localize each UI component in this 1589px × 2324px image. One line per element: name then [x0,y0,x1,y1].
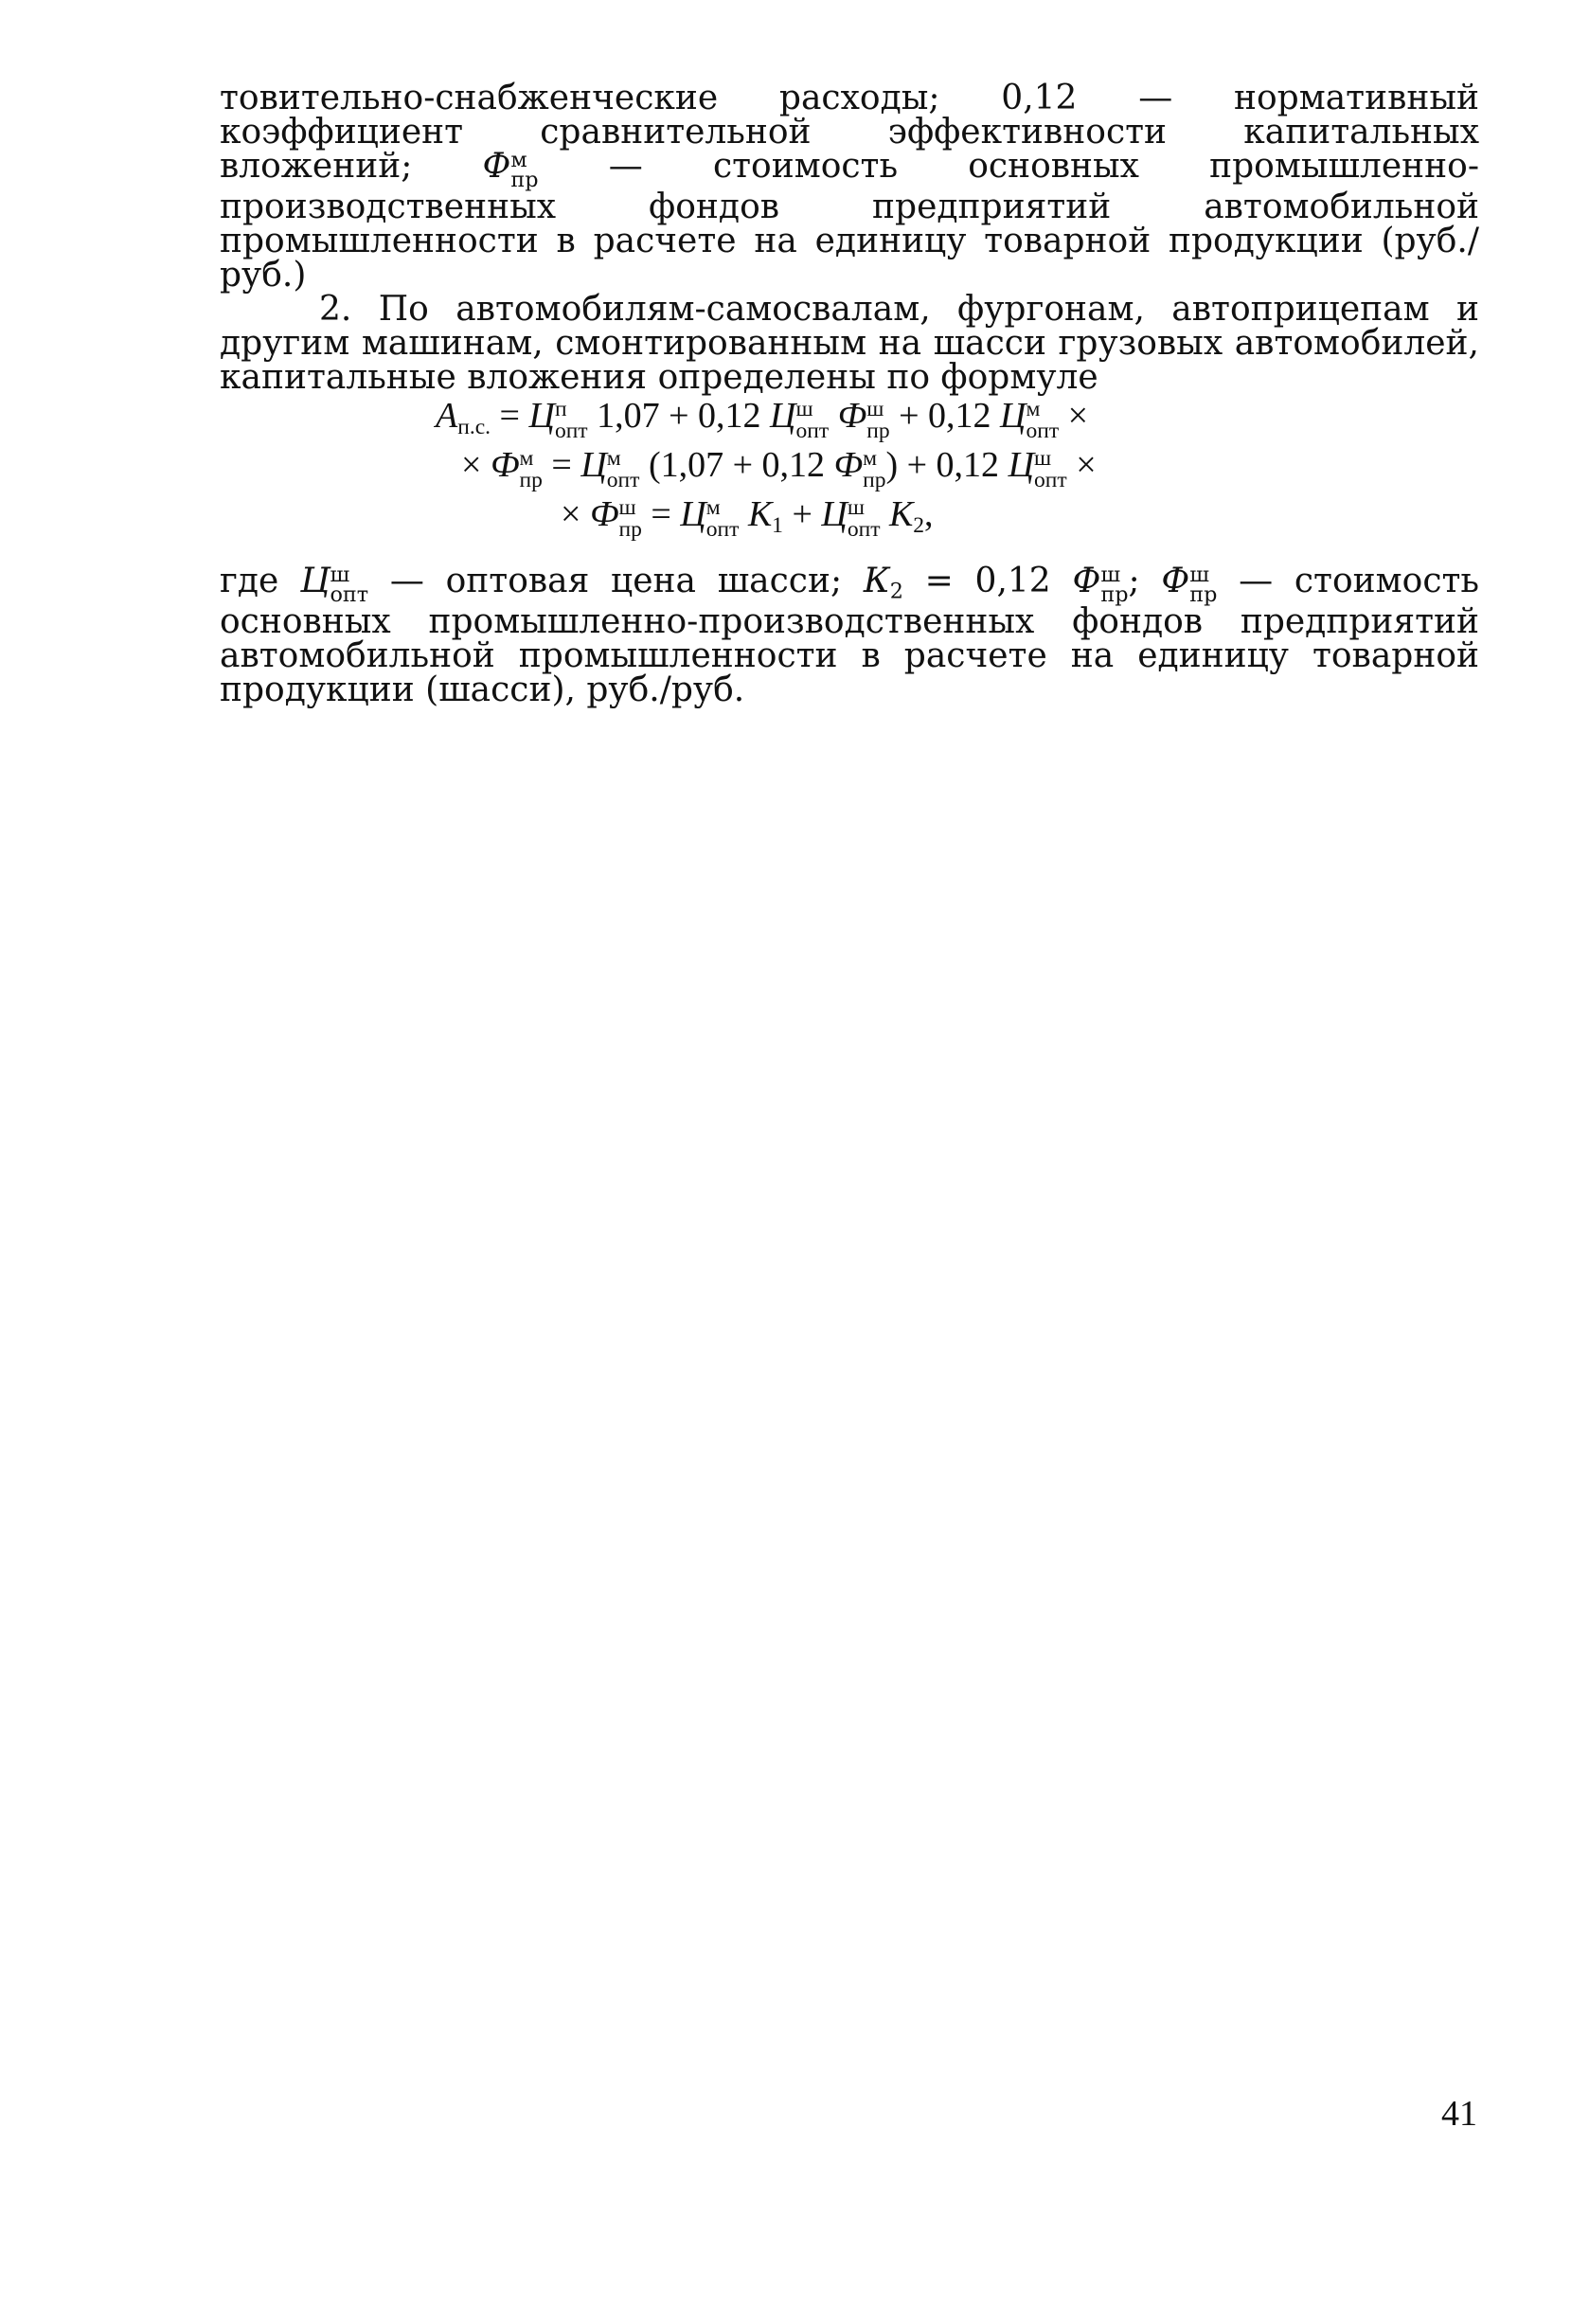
formula-indices [796,399,830,441]
fund-sub: пр [510,168,539,193]
formula-indices [1034,448,1067,491]
formula-symbol: Ц [580,445,607,485]
formula-subscript: 1 [772,513,783,539]
para3-text-4: ; [1128,562,1162,600]
formula-subscript: опт [606,467,640,492]
formula-text: ) + 0,12 [885,445,1009,485]
formula-indices [555,399,588,441]
fund-indices [510,147,539,193]
formula-symbol: Ц [528,396,555,436]
fund1-sub: пр [1100,582,1129,608]
fund1-sup: ш [1100,562,1121,587]
formula-symbol: Ц [770,396,796,436]
formula-text: + [782,494,822,534]
formula-text [829,396,838,436]
formula-subscript: опт [1034,467,1067,492]
coef-symbol: К [863,562,890,600]
formula-subscript: 2 [913,513,925,539]
formula-superscript: ш [1034,446,1052,472]
formula-text: × [1066,445,1097,485]
formula-text: , [924,494,934,534]
formula-symbol: Ф [589,494,619,534]
formula-subscript: пр [618,516,642,542]
formula-indices [520,448,543,491]
formula-symbol: К [889,494,914,534]
formula-text: (1,07 + 0,12 [639,445,834,485]
formula-superscript: ш [866,397,884,422]
formula-symbol: Ц [1000,396,1027,436]
price-indices [330,562,369,608]
para1-text-2: — стоимость основных промышленно-производственных фондов предприятий автомобильной промышленности в расчете на единицу товарной продукции (руб./руб.) [220,147,1479,295]
formula-indices [607,448,640,491]
formula-text: = [641,494,681,534]
paragraph-2: 2. По автомобилям-самосвалам, фургонам, автоприцепам и другим машинам, смонтированным на шасси грузовых автомобилей, капитальные вложения определены по формуле [220,290,1479,398]
formula-symbol: А [436,396,458,436]
formula-subscript: пр [863,467,886,492]
formula-symbol: Ф [490,445,520,485]
formula-superscript: ш [795,397,813,422]
text-block-top [220,79,1479,398]
formula-text: × [461,445,491,485]
formula-text: 1,07 + 0,12 [587,396,771,436]
price-symbol: Ц [300,562,330,600]
formula-subscript: опт [705,516,740,542]
formula-superscript: п [554,397,567,422]
formula-superscript: м [1026,397,1041,422]
fund1-symbol: Ф [1072,562,1101,600]
fund2-sub: пр [1189,582,1218,608]
formula-superscript: м [606,446,621,472]
para3-text-5: — стоимость основных промышленно-производственных фондов предприятий автомобильной промышленности в расчете на единицу товарной продукции (шасси), руб./руб. [220,562,1479,710]
formula-text: + 0,12 [889,396,1001,436]
formula-text [881,494,890,534]
para3-text-1: где [220,562,301,600]
formula-text: = [491,396,529,436]
formula-symbol: Ф [833,445,864,485]
para1-text-1: товительно-снабженческие расходы; 0,12 — нормативный коэффициент сравнительной эффективности капитальных вложений; [220,79,1479,186]
formula-text: × [1059,396,1089,436]
fund1-indices [1100,562,1129,608]
formula-text [739,494,748,534]
formula-superscript: ш [847,495,865,521]
formula-subscript: опт [1026,418,1060,443]
formula-indices [848,497,881,540]
price-sub: опт [330,582,369,608]
fund-symbol: Ф [482,147,511,186]
formula-symbol: Ц [821,494,848,534]
formula-indices [706,497,740,540]
formula-subscript: опт [554,418,588,443]
formula-indices [1027,399,1060,441]
formula-subscript: пр [519,467,543,492]
formula-superscript: ш [618,495,636,521]
formula-superscript: м [863,446,877,472]
formula-subscript: опт [847,516,881,542]
formula-superscript: м [705,495,721,521]
price-sup: ш [330,562,350,587]
formula-indices [619,497,642,540]
page-number: 41 [1441,2094,1477,2134]
formula-subscript: пр [866,418,890,443]
fund-sup: м [510,147,527,172]
fund2-indices [1189,562,1218,608]
formula-symbol: К [747,494,773,534]
formula-indices [863,448,885,491]
formula-symbol: Ф [837,396,867,436]
paragraph-3 [220,562,1479,710]
formula-text: × [561,494,590,534]
formula-line-1 [436,393,1089,443]
para3-text-3: = 0,12 [902,562,1073,600]
fund2-symbol: Ф [1161,562,1190,600]
formula-subscript: опт [795,418,830,443]
formula-line-2 [461,442,1097,492]
paragraph-1 [220,81,1479,293]
formula-line-3 [561,492,934,542]
formula-superscript: м [519,446,534,472]
fund2-sup: ш [1189,562,1210,587]
para3-text-2: — оптовая цена шасси; [368,562,864,600]
text-block-bottom [220,562,1479,710]
formula-symbol: Ц [680,494,706,534]
formula-indices [866,399,889,441]
formula-text: = [542,445,581,485]
coef-sub: 2 [889,579,903,604]
formula-subscript: п.с. [457,415,491,440]
formula-symbol: Ц [1008,445,1035,485]
